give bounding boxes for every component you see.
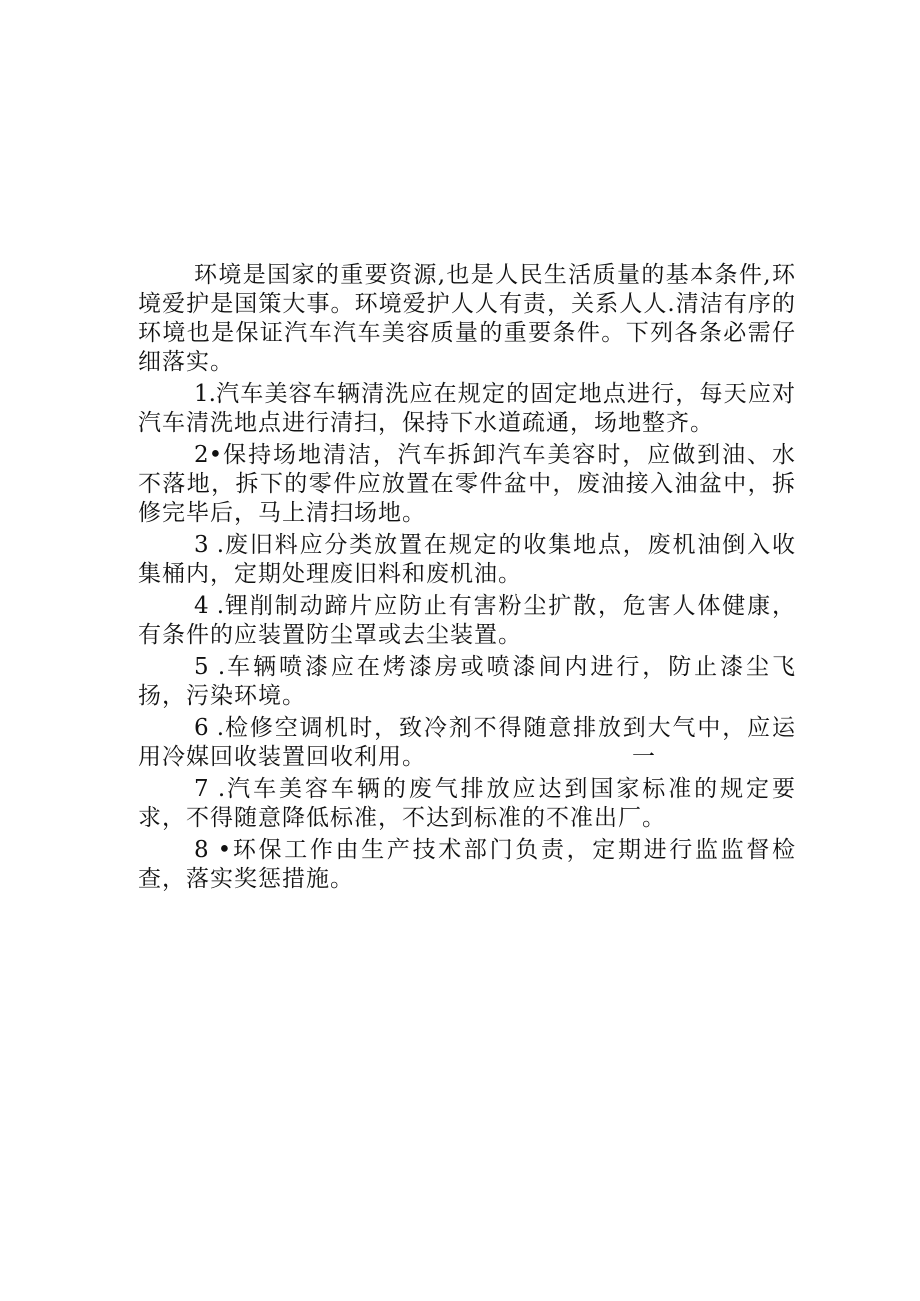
item-text: 锂削制动蹄片应防止有害粉尘扩散，危害人体健康，有条件的应装置防尘罩或去尘装置。 — [138, 593, 796, 648]
item-text: 车辆喷漆应在烤漆房或喷漆间内进行，防止漆尘飞扬，污染环境。 — [138, 654, 796, 709]
list-item — [138, 592, 796, 650]
item-text: 废旧料应分类放置在规定的收集地点，废机油倒入收集桶内，定期处理废旧料和废机油。 — [138, 532, 796, 587]
list-item — [138, 531, 796, 589]
item-number: 7 . — [194, 776, 226, 802]
item-number: 1. — [194, 381, 216, 407]
item-number: 4 . — [194, 593, 225, 619]
item-text: 保持场地清洁，汽车拆卸汽车美容时，应做到油、水不落地，拆下的零件应放置在零件盆中，废油接入油盆中，拆修完毕后，马上清扫场地。 — [138, 442, 796, 526]
item-text: 汽车美容车辆清洗应在规定的固定地点进行，每天应对汽车清洗地点进行清扫，保持下水道疏通，场地整齐。 — [138, 381, 796, 436]
item-number: 3 . — [194, 532, 225, 558]
list-item — [138, 653, 796, 711]
list-item — [138, 836, 796, 894]
item-number: 6 . — [194, 715, 225, 741]
list-item — [138, 441, 796, 528]
list-item — [138, 380, 796, 438]
item-text: 环保工作由生产技术部门负责，定期进行监监督检查，落实奖惩措施。 — [138, 837, 796, 892]
item-text: 检修空调机时，致冷剂不得随意排放到大气中，应运用冷媒回收装置回收利用。 — [138, 715, 796, 770]
item-text: 汽车美容车辆的废气排放应达到国家标准的规定要求，不得随意降低标准，不达到标准的不准出厂。 — [138, 776, 796, 831]
list-item — [138, 714, 796, 772]
item-number: 5 . — [194, 654, 226, 680]
item-number: 2• — [194, 442, 223, 468]
intro-paragraph: 环境是国家的重要资源,也是人民生活质量的基本条件,环境爱护是国策大事。环境爱护人人有责，关系人人.清洁有序的环境也是保证汽车汽车美容质量的重要条件。下列各条必需仔细落实。 — [138, 262, 796, 375]
item-number: 8 • — [194, 837, 232, 863]
list-item — [138, 775, 796, 833]
trailing-mark: 一 — [632, 744, 656, 770]
document-body — [138, 261, 796, 897]
